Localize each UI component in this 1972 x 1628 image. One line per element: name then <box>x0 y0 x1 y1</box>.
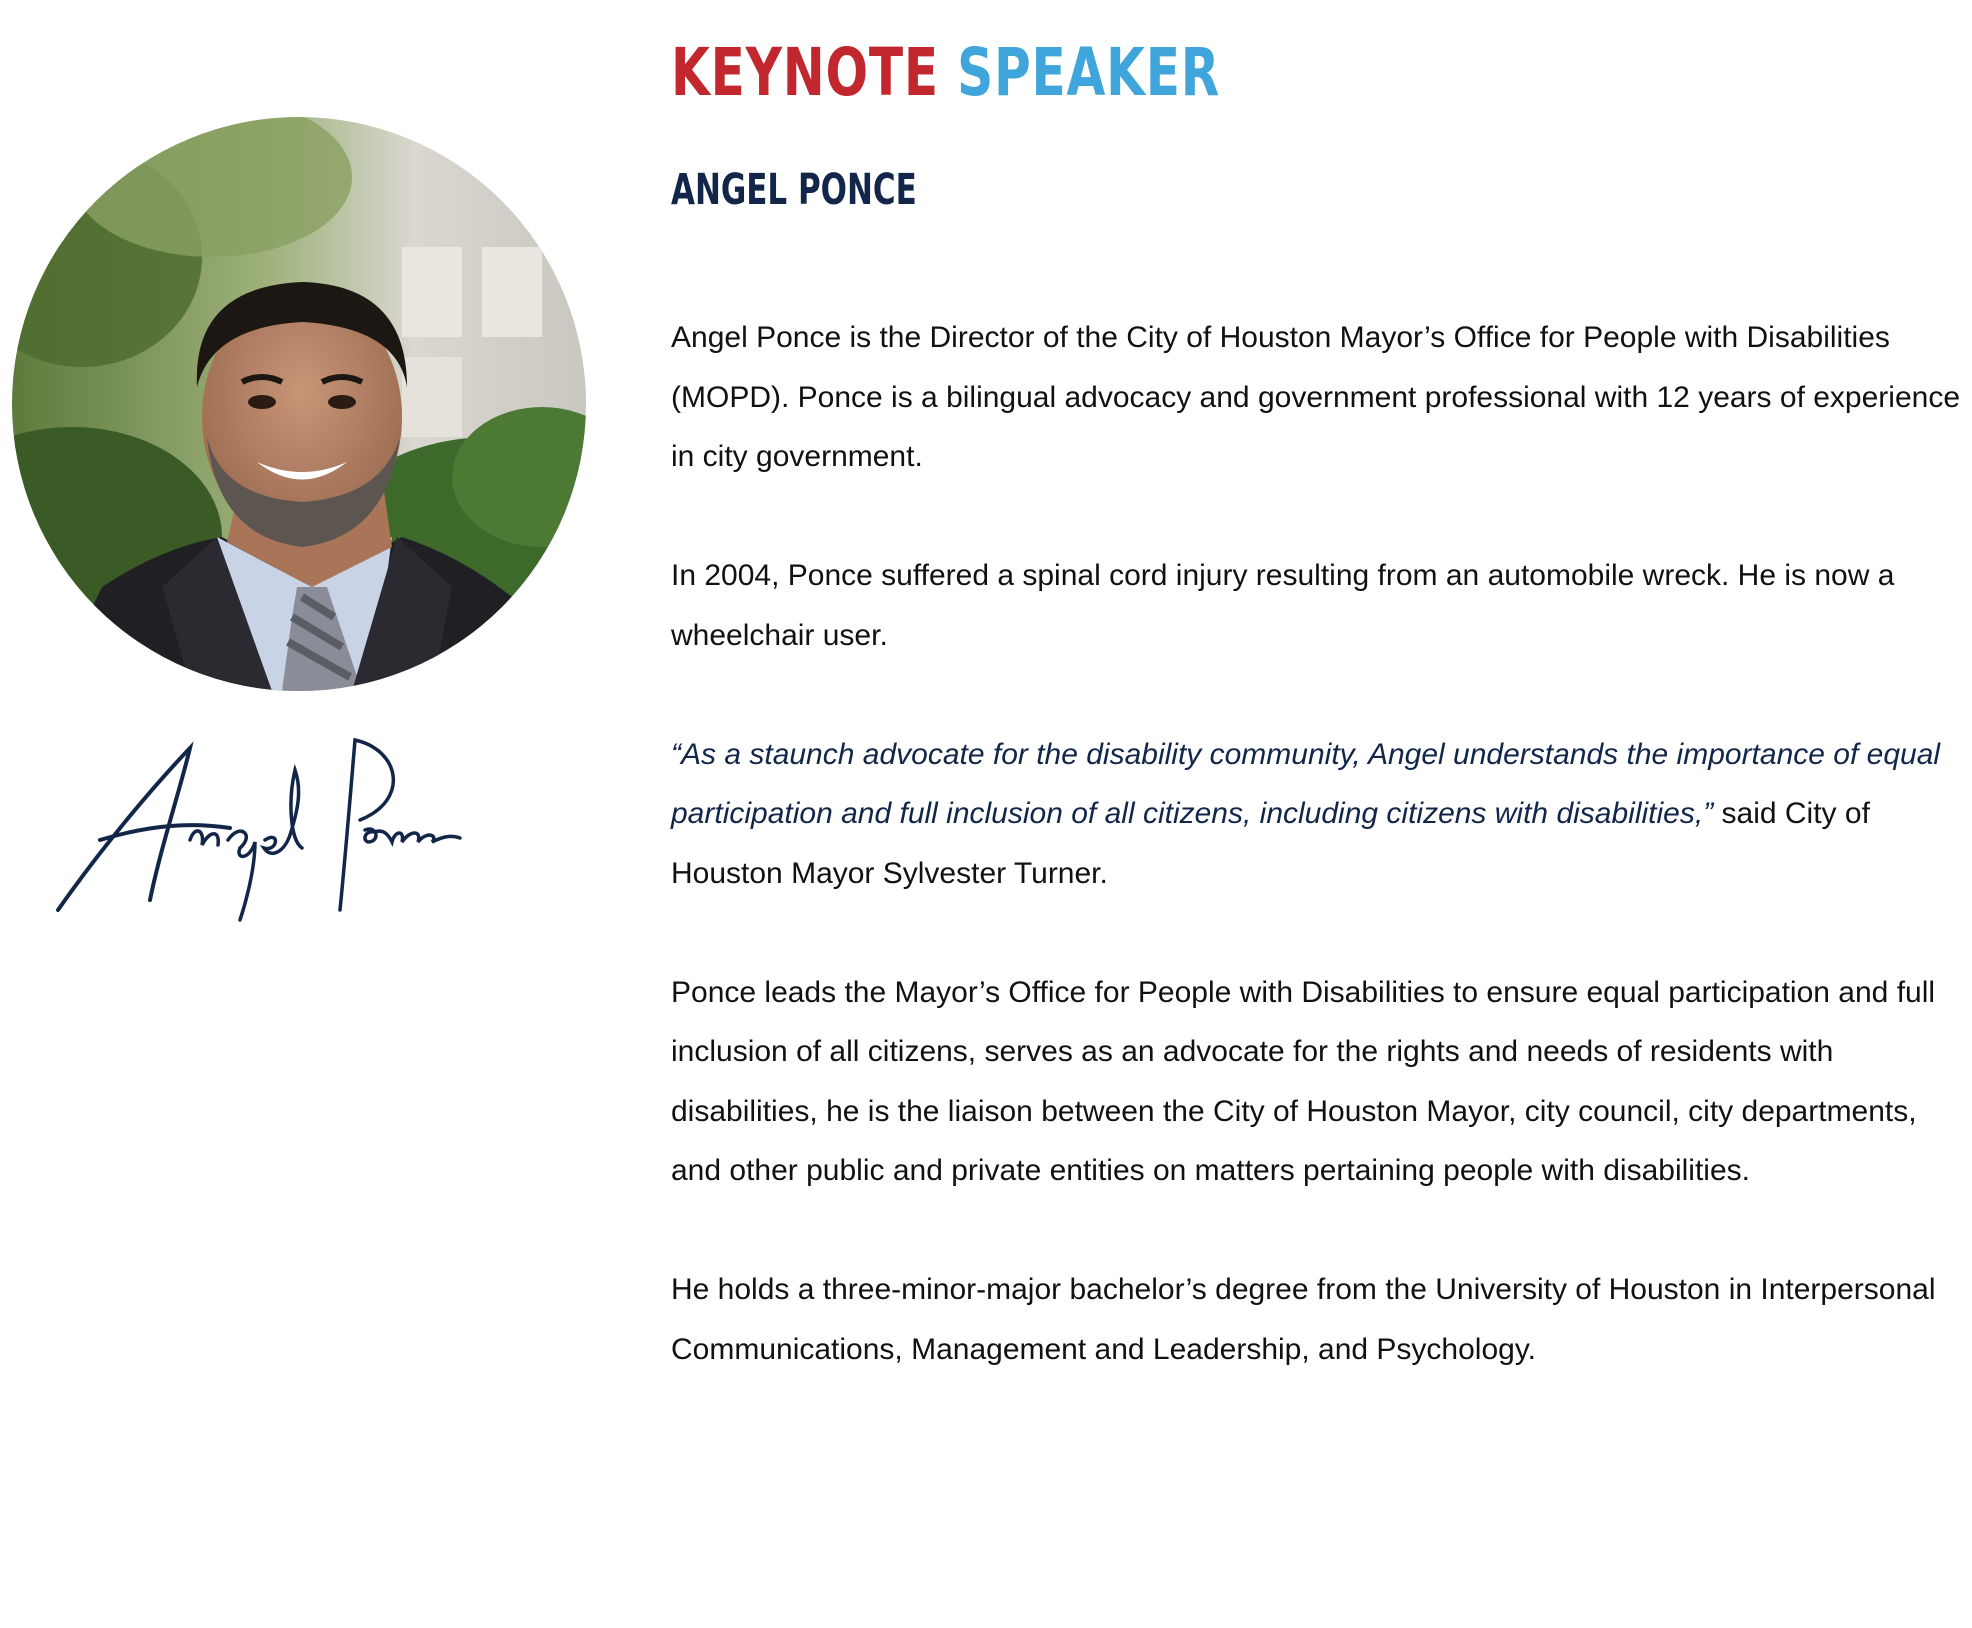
speaker-portrait <box>12 117 586 691</box>
bio-paragraph-1: Angel Ponce is the Director of the City of Houston Mayor’s Office for People with Disabilities (MOPD). Ponce is a bilingual advocacy and government professional with 12 years of experience in city government. <box>671 321 1961 473</box>
bio-paragraph-3 <box>671 725 1961 904</box>
speaker-bio <box>671 308 1961 1379</box>
speaker-name: ANGEL PONCE <box>671 165 917 215</box>
bio-paragraph-2: In 2004, Ponce suffered a spinal cord injury resulting from an automobile wreck. He is now a wheelchair user. <box>671 559 1895 652</box>
title-word-speaker: SPEAKER <box>957 34 1221 111</box>
page-title <box>671 28 1651 118</box>
bio-paragraph-4: Ponce leads the Mayor’s Office for People with Disabilities to ensure equal participation and full inclusion of all citizens, serves as an advocate for the rights and needs of residents with disabilities, he is the liaison between the City of Houston Mayor, city council, city departments, and other public and private entities on matters pertaining people with disabilities. <box>671 975 1936 1187</box>
mayor-quote: “As a staunch advocate for the disability community, Angel understands the importance of equal participation and full inclusion of all citizens, including citizens with disabilities,” <box>671 737 1941 830</box>
bio-paragraph-5: He holds a three-minor-major bachelor’s degree from the University of Houston in Interpersonal Communications, Management and Leadership, and Psychology. <box>671 1273 1936 1366</box>
quote-attribution: said City of Houston Mayor Sylvester Turner. <box>671 797 1870 890</box>
title-word-keynote: KEYNOTE <box>671 34 939 111</box>
speaker-content <box>671 28 1961 1439</box>
speaker-signature <box>40 730 480 930</box>
